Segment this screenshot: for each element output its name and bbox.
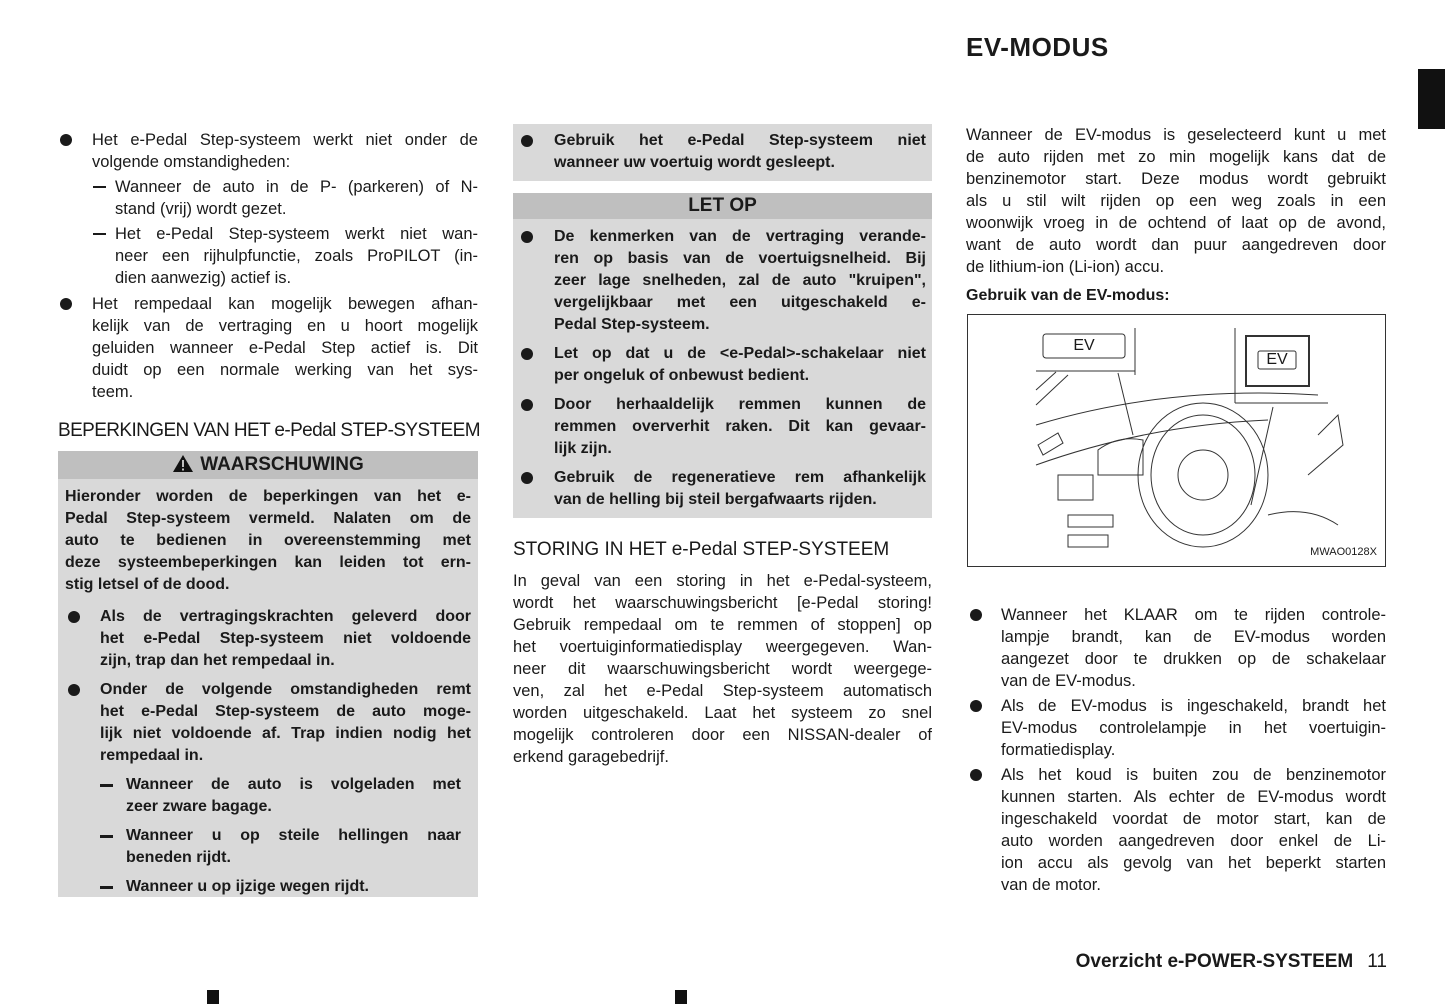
text-line: van de EV-modus. xyxy=(1001,672,1136,690)
warning-label: WAARSCHUWING xyxy=(200,454,364,475)
text-line: Gebruik van de EV-modus: xyxy=(966,287,1170,304)
text-line: lijk zijn. xyxy=(554,440,612,457)
text-lines xyxy=(100,679,471,767)
footer-section-title: Overzicht e-POWER-SYSTEEM xyxy=(1075,951,1354,972)
text-line: stand (vrij) wordt gezet. xyxy=(115,200,287,218)
warning-header xyxy=(58,451,478,479)
bullet-icon xyxy=(60,298,72,310)
text-lines xyxy=(1001,695,1386,761)
text-lines xyxy=(92,293,478,403)
dash-icon xyxy=(100,886,113,889)
text-lines xyxy=(966,124,1386,278)
bullet-icon xyxy=(970,700,982,712)
text-line: neer een rijhulpfunctie, zoals ProPILOT (in- xyxy=(115,247,478,265)
text-lines xyxy=(966,285,1386,307)
text-line: Gebruik rempedaal om te remmen of stoppen] op xyxy=(513,616,932,634)
section-tab-marker xyxy=(1418,69,1445,129)
text-line: het e-Pedal Step-systeem de auto moge- xyxy=(100,703,471,720)
section-heading-limitations: BEPERKINGEN VAN HET e-Pedal STEP-SYSTEEM xyxy=(58,420,480,441)
text-line: Als de EV-modus is ingeschakeld, brandt het xyxy=(1001,697,1386,715)
bullet-icon xyxy=(970,769,982,781)
text-line: Wanneer de auto is volgeladen met xyxy=(126,776,461,793)
bullet-icon xyxy=(521,472,533,484)
text-line: wanneer uw voertuig wordt gesleept. xyxy=(554,154,835,171)
text-line: volgende omstandigheden: xyxy=(92,153,291,171)
text-line: van de motor. xyxy=(1001,876,1101,894)
text-lines xyxy=(513,570,932,768)
text-line: want de auto wordt dan puur aangedreven door xyxy=(966,236,1386,254)
text-lines xyxy=(1001,764,1386,896)
text-lines xyxy=(100,606,471,672)
text-lines xyxy=(554,130,926,174)
text-line: Wanneer de EV-modus is geselecteerd kunt u met xyxy=(966,126,1386,144)
text-lines xyxy=(65,486,471,596)
text-line: dien aanwezig) actief is. xyxy=(115,269,292,287)
text-lines xyxy=(554,343,926,387)
caution-label: LET OP xyxy=(688,195,757,216)
bullet-icon xyxy=(60,134,72,146)
text-lines xyxy=(92,129,478,173)
crop-mark xyxy=(675,990,687,1004)
ev-switch-label: EV xyxy=(1266,351,1288,368)
text-line: per ongeluk of onbewust bedient. xyxy=(554,367,810,384)
text-line: Pedal Step-systeem. xyxy=(554,316,710,333)
text-line: ren op basis van de voertuigsnelheid. Bij xyxy=(554,250,926,267)
ev-mode-illustration xyxy=(967,314,1386,567)
text-line: wordt het waarschuwingsbericht [e-Pedal storing! xyxy=(513,594,932,612)
text-line: de lithium-ion (Li-ion) accu. xyxy=(966,258,1165,276)
text-line: auto worden aangedreven door enkel de Li- xyxy=(1001,832,1386,850)
bullet-icon xyxy=(521,348,533,360)
warning-triangle-icon xyxy=(172,454,194,473)
text-line: kelijk van de vertraging en u hoort mogelijk xyxy=(92,317,478,335)
text-line: deze systeembeperkingen kan leiden tot ern- xyxy=(65,554,471,571)
text-line: geluiden wanneer e-Pedal Step actief is. Dit xyxy=(92,339,478,357)
text-line: Gebruik de regeneratieve rem afhankelijk xyxy=(554,469,926,486)
text-line: de auto rijden met zo min mogelijk kans dat de xyxy=(966,148,1386,166)
text-line: EV-modus controlelampje in het voertuigin- xyxy=(1001,719,1386,737)
text-line: neer dit waarschuwingsbericht wordt weergege- xyxy=(513,660,932,678)
section-heading-malfunction: STORING IN HET e-Pedal STEP-SYSTEEM xyxy=(513,539,890,560)
text-line: rempedaal in. xyxy=(100,747,204,764)
text-line: erkend garagebedrijf. xyxy=(513,748,669,766)
bullet-icon xyxy=(521,231,533,243)
dash-icon xyxy=(100,784,113,787)
figure-code: MWAO0128X xyxy=(1310,546,1377,558)
dash-icon xyxy=(93,233,106,235)
dash-icon xyxy=(93,186,106,188)
text-line: Het e-Pedal Step-systeem werkt niet onder de xyxy=(92,131,478,149)
text-line: beneden rijdt. xyxy=(126,849,231,866)
text-line: woonwijk vroeg in de ochtend of laat op de avond, xyxy=(966,214,1386,232)
text-line: remmen oververhit raken. Dit kan gevaar- xyxy=(554,418,926,435)
text-line: Wanneer het KLAAR om te rijden controle- xyxy=(1001,606,1386,624)
bullet-icon xyxy=(521,399,533,411)
text-line: Gebruik het e-Pedal Step-systeem niet xyxy=(554,132,926,149)
text-line: aangezet door te drukken op de schakelaar xyxy=(1001,650,1386,668)
text-line: formatiedisplay. xyxy=(1001,741,1116,759)
text-line: In geval van een storing in het e-Pedal-systeem, xyxy=(513,572,932,590)
bullet-icon xyxy=(970,609,982,621)
ev-display-label: EV xyxy=(1073,337,1095,354)
crop-mark xyxy=(207,990,219,1004)
text-line: van de helling bij steil bergafwaarts rijden. xyxy=(554,491,877,508)
text-line: Als de vertragingskrachten geleverd door xyxy=(100,608,471,625)
text-lines xyxy=(1001,604,1386,692)
text-line: lijk niet voldoende af. Trap indien nodig het xyxy=(100,725,471,742)
text-line: zeer lage snelheden, zal de auto "kruipen", xyxy=(554,272,926,289)
text-line: kunnen starten. Als echter de EV-modus wordt xyxy=(1001,788,1386,806)
caution-header xyxy=(513,193,932,219)
dashboard-drawing xyxy=(968,315,1384,565)
text-lines xyxy=(115,176,478,220)
text-line: Door herhaaldelijk remmen kunnen de xyxy=(554,396,926,413)
dash-icon xyxy=(100,835,113,838)
page-footer xyxy=(1076,951,1387,973)
text-lines xyxy=(115,223,478,289)
text-line: mogelijk controleren door een NISSAN-dealer of xyxy=(513,726,932,744)
text-lines xyxy=(554,394,926,460)
text-lines xyxy=(126,774,461,818)
text-line: het e-Pedal Step-systeem niet voldoende xyxy=(100,630,471,647)
text-line: ingeschakeld voordat de motor start, kan de xyxy=(1001,810,1386,828)
text-line: Onder de volgende omstandigheden remt xyxy=(100,681,471,698)
text-lines xyxy=(126,825,461,869)
text-lines xyxy=(554,467,926,511)
text-line: stig letsel of de dood. xyxy=(65,576,230,593)
bullet-icon xyxy=(521,135,533,147)
text-line: Wanneer de auto in de P- (parkeren) of N- xyxy=(115,178,478,196)
text-line: vergelijkbaar met een uitgeschakeld e- xyxy=(554,294,926,311)
page-title: EV-MODUS xyxy=(966,32,1109,62)
text-line: als u stil wilt rijden op een weg zoals in een xyxy=(966,192,1386,210)
text-line: zijn, trap dan het rempedaal in. xyxy=(100,652,335,669)
text-line: duidt op een normale werking van het sys- xyxy=(92,361,478,379)
text-line: Let op dat u de <e-Pedal>-schakelaar niet xyxy=(554,345,926,362)
text-line: zeer zware bagage. xyxy=(126,798,272,815)
text-line: Pedal Step-systeem vermeld. Nalaten om de xyxy=(65,510,471,527)
text-line: Wanneer u op ijzige wegen rijdt. xyxy=(126,878,369,895)
page-number: 11 xyxy=(1367,951,1387,972)
text-line: teem. xyxy=(92,383,134,401)
text-line: het voertuiginformatiedisplay weergegeven. Wan- xyxy=(513,638,932,656)
bullet-icon xyxy=(68,684,80,696)
text-line: Het rempedaal kan mogelijk bewegen afhan- xyxy=(92,295,478,313)
text-line: Wanneer u op steile hellingen naar xyxy=(126,827,461,844)
text-line: worden uitgeschakeld. Laat het systeem zo snel xyxy=(513,704,932,722)
text-line: ven, zal het e-Pedal Step-systeem automatisch xyxy=(513,682,932,700)
text-lines xyxy=(126,876,461,898)
text-line: ion accu als gevolg van het beperkt starten xyxy=(1001,854,1386,872)
text-line: Hieronder worden de beperkingen van het e- xyxy=(65,488,471,505)
text-line: lampje brandt, kan de EV-modus worden xyxy=(1001,628,1386,646)
text-line: auto te bedienen in overeenstemming met xyxy=(65,532,471,549)
text-line: De kenmerken van de vertraging verande- xyxy=(554,228,926,245)
text-line: benzinemotor start. Deze modus wordt gebruikt xyxy=(966,170,1386,188)
text-line: Het e-Pedal Step-systeem werkt niet wan- xyxy=(115,225,478,243)
text-lines xyxy=(554,226,926,336)
bullet-icon xyxy=(68,611,80,623)
text-line: Als het koud is buiten zou de benzinemotor xyxy=(1001,766,1386,784)
